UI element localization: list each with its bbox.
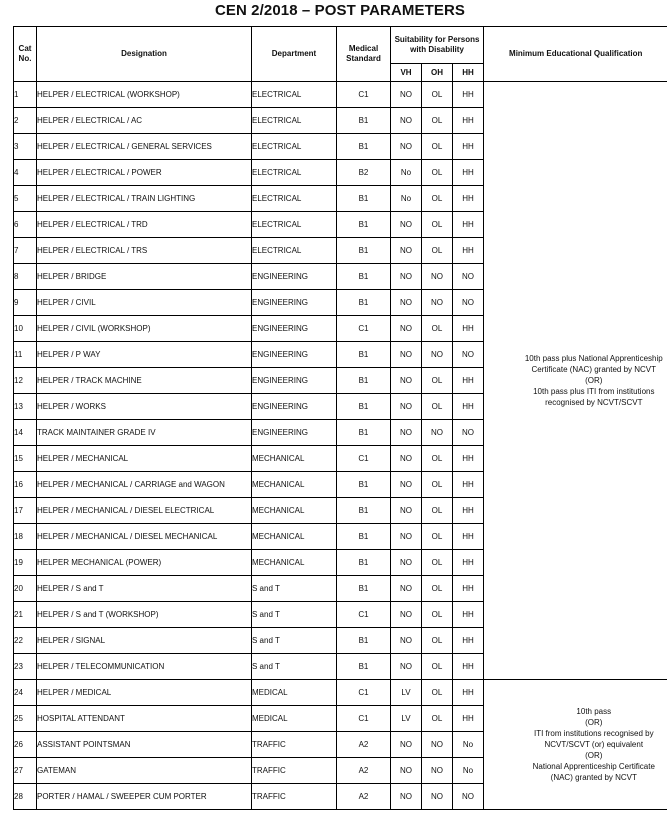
cat-no-cell: 3	[14, 134, 37, 160]
oh-cell: OL	[422, 134, 453, 160]
cat-no-cell: 15	[14, 446, 37, 472]
designation-cell: HELPER / S and T	[37, 576, 252, 602]
designation-cell: HELPER / ELECTRICAL / AC	[37, 108, 252, 134]
hh-cell: HH	[453, 82, 484, 108]
hh-cell: HH	[453, 238, 484, 264]
hh-cell: HH	[453, 108, 484, 134]
cat-no-cell: 19	[14, 550, 37, 576]
designation-cell: PORTER / HAMAL / SWEEPER CUM PORTER	[37, 784, 252, 810]
department-cell: ENGINEERING	[252, 316, 337, 342]
oh-cell: OL	[422, 316, 453, 342]
department-cell: S and T	[252, 628, 337, 654]
medical-standard-cell: B1	[337, 498, 391, 524]
oh-cell: NO	[422, 784, 453, 810]
header-medical-standard: Medical Standard	[337, 27, 391, 82]
designation-cell: HELPER / ELECTRICAL / TRAIN LIGHTING	[37, 186, 252, 212]
designation-cell: HELPER / SIGNAL	[37, 628, 252, 654]
designation-cell: HOSPITAL ATTENDANT	[37, 706, 252, 732]
vh-cell: NO	[391, 212, 422, 238]
oh-cell: OL	[422, 550, 453, 576]
medical-standard-cell: A2	[337, 732, 391, 758]
department-cell: S and T	[252, 576, 337, 602]
oh-cell: OL	[422, 706, 453, 732]
designation-cell: HELPER / BRIDGE	[37, 264, 252, 290]
department-cell: ENGINEERING	[252, 290, 337, 316]
oh-cell: OL	[422, 524, 453, 550]
qualification-line: Certificate (NAC) granted by NCVT	[531, 365, 657, 374]
vh-cell: NO	[391, 420, 422, 446]
hh-cell: HH	[453, 654, 484, 680]
oh-cell: OL	[422, 394, 453, 420]
header-department: Department	[252, 27, 337, 82]
vh-cell: NO	[391, 290, 422, 316]
hh-cell: HH	[453, 316, 484, 342]
hh-cell: HH	[453, 134, 484, 160]
medical-standard-cell: B1	[337, 134, 391, 160]
hh-cell: HH	[453, 212, 484, 238]
oh-cell: OL	[422, 82, 453, 108]
cat-no-cell: 5	[14, 186, 37, 212]
department-cell: ELECTRICAL	[252, 134, 337, 160]
medical-standard-cell: C1	[337, 706, 391, 732]
oh-cell: OL	[422, 368, 453, 394]
oh-cell: NO	[422, 264, 453, 290]
vh-cell: NO	[391, 82, 422, 108]
hh-cell: HH	[453, 472, 484, 498]
oh-cell: NO	[422, 758, 453, 784]
qualification-line: (OR)	[585, 376, 603, 385]
header-cat-no: Cat No.	[14, 27, 37, 82]
qualification-line: National Apprenticeship Certificate	[532, 762, 655, 771]
vh-cell: No	[391, 186, 422, 212]
table-row	[14, 82, 667, 108]
department-cell: ENGINEERING	[252, 420, 337, 446]
medical-standard-cell: B1	[337, 212, 391, 238]
department-cell: ELECTRICAL	[252, 186, 337, 212]
hh-cell: NO	[453, 290, 484, 316]
vh-cell: NO	[391, 550, 422, 576]
designation-cell: HELPER / TRACK MACHINE	[37, 368, 252, 394]
qualification-line: (OR)	[585, 751, 603, 760]
hh-cell: HH	[453, 628, 484, 654]
hh-cell: HH	[453, 498, 484, 524]
oh-cell: OL	[422, 108, 453, 134]
department-cell: ELECTRICAL	[252, 212, 337, 238]
oh-cell: NO	[422, 420, 453, 446]
cat-no-cell: 4	[14, 160, 37, 186]
oh-cell: OL	[422, 654, 453, 680]
vh-cell: NO	[391, 446, 422, 472]
cat-no-cell: 12	[14, 368, 37, 394]
vh-cell: NO	[391, 394, 422, 420]
vh-cell: NO	[391, 264, 422, 290]
cat-no-cell: 1	[14, 82, 37, 108]
hh-cell: HH	[453, 186, 484, 212]
department-cell: TRAFFIC	[252, 732, 337, 758]
header-designation: Designation	[37, 27, 252, 82]
hh-cell: No	[453, 758, 484, 784]
qualification-cell	[484, 680, 667, 810]
cat-no-cell: 20	[14, 576, 37, 602]
designation-cell: HELPER / ELECTRICAL / GENERAL SERVICES	[37, 134, 252, 160]
oh-cell: OL	[422, 238, 453, 264]
hh-cell: HH	[453, 524, 484, 550]
cat-no-cell: 7	[14, 238, 37, 264]
designation-cell: HELPER / WORKS	[37, 394, 252, 420]
vh-cell: NO	[391, 732, 422, 758]
page-title: CEN 2/2018 – POST PARAMETERS	[214, 2, 466, 19]
medical-standard-cell: B1	[337, 654, 391, 680]
hh-cell: HH	[453, 394, 484, 420]
post-parameters-table	[13, 26, 667, 810]
cat-no-cell: 8	[14, 264, 37, 290]
medical-standard-cell: C1	[337, 316, 391, 342]
vh-cell: NO	[391, 576, 422, 602]
qualification-line: NCVT/SCVT (or) equivalent	[544, 740, 644, 749]
designation-cell: HELPER / S and T (WORKSHOP)	[37, 602, 252, 628]
designation-cell: HELPER / ELECTRICAL / POWER	[37, 160, 252, 186]
medical-standard-cell: B1	[337, 108, 391, 134]
medical-standard-cell: B1	[337, 576, 391, 602]
designation-cell: TRACK MAINTAINER GRADE IV	[37, 420, 252, 446]
medical-standard-cell: B1	[337, 238, 391, 264]
oh-cell: NO	[422, 342, 453, 368]
table-body	[14, 82, 667, 810]
vh-cell: NO	[391, 758, 422, 784]
department-cell: ELECTRICAL	[252, 160, 337, 186]
header-oh: OH	[422, 64, 453, 82]
hh-cell: HH	[453, 446, 484, 472]
hh-cell: No	[453, 732, 484, 758]
oh-cell: OL	[422, 212, 453, 238]
medical-standard-cell: B1	[337, 524, 391, 550]
medical-standard-cell: B1	[337, 420, 391, 446]
oh-cell: OL	[422, 680, 453, 706]
qualification-line: 10th pass plus ITI from institutions	[533, 387, 655, 396]
designation-cell: HELPER / MECHANICAL / DIESEL ELECTRICAL	[37, 498, 252, 524]
cat-no-cell: 13	[14, 394, 37, 420]
hh-cell: HH	[453, 160, 484, 186]
hh-cell: HH	[453, 576, 484, 602]
cat-no-cell: 23	[14, 654, 37, 680]
department-cell: ELECTRICAL	[252, 108, 337, 134]
table-row	[14, 680, 667, 706]
qualification-line: recognised by NCVT/SCVT	[545, 398, 643, 407]
medical-standard-cell: B1	[337, 368, 391, 394]
department-cell: MECHANICAL	[252, 498, 337, 524]
department-cell: ENGINEERING	[252, 342, 337, 368]
medical-standard-cell: B1	[337, 342, 391, 368]
medical-standard-cell: A2	[337, 784, 391, 810]
cat-no-cell: 25	[14, 706, 37, 732]
department-cell: ELECTRICAL	[252, 82, 337, 108]
oh-cell: OL	[422, 628, 453, 654]
medical-standard-cell: B1	[337, 264, 391, 290]
vh-cell: NO	[391, 316, 422, 342]
cat-no-cell: 18	[14, 524, 37, 550]
hh-cell: HH	[453, 680, 484, 706]
department-cell: ENGINEERING	[252, 394, 337, 420]
oh-cell: OL	[422, 446, 453, 472]
cat-no-cell: 14	[14, 420, 37, 446]
qualification-line: ITI from institutions recognised by	[533, 729, 654, 738]
designation-cell: HELPER / MECHANICAL	[37, 446, 252, 472]
header-vh: VH	[391, 64, 422, 82]
designation-cell: HELPER / ELECTRICAL / TRD	[37, 212, 252, 238]
oh-cell: OL	[422, 186, 453, 212]
department-cell: MECHANICAL	[252, 472, 337, 498]
cat-no-cell: 11	[14, 342, 37, 368]
department-cell: TRAFFIC	[252, 784, 337, 810]
vh-cell: NO	[391, 238, 422, 264]
header-hh: HH	[453, 64, 484, 82]
cat-no-cell: 9	[14, 290, 37, 316]
department-cell: ENGINEERING	[252, 368, 337, 394]
designation-cell: HELPER / ELECTRICAL / TRS	[37, 238, 252, 264]
cat-no-cell: 21	[14, 602, 37, 628]
medical-standard-cell: B1	[337, 628, 391, 654]
vh-cell: NO	[391, 602, 422, 628]
cat-no-cell: 2	[14, 108, 37, 134]
medical-standard-cell: B1	[337, 290, 391, 316]
vh-cell: NO	[391, 108, 422, 134]
cat-no-cell: 6	[14, 212, 37, 238]
designation-cell: HELPER / CIVIL	[37, 290, 252, 316]
cat-no-cell: 28	[14, 784, 37, 810]
vh-cell: NO	[391, 342, 422, 368]
department-cell: TRAFFIC	[252, 758, 337, 784]
vh-cell: NO	[391, 524, 422, 550]
qualification-line: 10th pass	[576, 707, 612, 716]
header-qualification: Minimum Educational Qualification	[484, 27, 667, 82]
designation-cell: GATEMAN	[37, 758, 252, 784]
vh-cell: LV	[391, 680, 422, 706]
hh-cell: NO	[453, 342, 484, 368]
oh-cell: OL	[422, 472, 453, 498]
qualification-line: (NAC) granted by NCVT	[550, 773, 637, 782]
hh-cell: HH	[453, 602, 484, 628]
department-cell: ELECTRICAL	[252, 238, 337, 264]
hh-cell: HH	[453, 706, 484, 732]
oh-cell: OL	[422, 498, 453, 524]
oh-cell: OL	[422, 602, 453, 628]
designation-cell: HELPER / ELECTRICAL (WORKSHOP)	[37, 82, 252, 108]
qualification-line: (OR)	[585, 718, 603, 727]
medical-standard-cell: B2	[337, 160, 391, 186]
medical-standard-cell: C1	[337, 82, 391, 108]
cat-no-cell: 17	[14, 498, 37, 524]
department-cell: S and T	[252, 654, 337, 680]
qualification-line: 10th pass plus National Apprenticeship	[524, 354, 663, 363]
designation-cell: HELPER / MECHANICAL / DIESEL MECHANICAL	[37, 524, 252, 550]
vh-cell: NO	[391, 654, 422, 680]
vh-cell: NO	[391, 134, 422, 160]
qualification-cell	[484, 82, 667, 680]
cat-no-cell: 27	[14, 758, 37, 784]
designation-cell: HELPER / TELECOMMUNICATION	[37, 654, 252, 680]
vh-cell: NO	[391, 628, 422, 654]
department-cell: MEDICAL	[252, 706, 337, 732]
department-cell: MECHANICAL	[252, 446, 337, 472]
hh-cell: HH	[453, 550, 484, 576]
oh-cell: OL	[422, 160, 453, 186]
vh-cell: NO	[391, 472, 422, 498]
medical-standard-cell: C1	[337, 446, 391, 472]
vh-cell: No	[391, 160, 422, 186]
vh-cell: NO	[391, 368, 422, 394]
medical-standard-cell: B1	[337, 472, 391, 498]
cat-no-cell: 22	[14, 628, 37, 654]
cat-no-cell: 24	[14, 680, 37, 706]
medical-standard-cell: C1	[337, 680, 391, 706]
department-cell: ENGINEERING	[252, 264, 337, 290]
medical-standard-cell: C1	[337, 602, 391, 628]
cat-no-cell: 10	[14, 316, 37, 342]
department-cell: S and T	[252, 602, 337, 628]
designation-cell: HELPER MECHANICAL (POWER)	[37, 550, 252, 576]
designation-cell: HELPER / CIVIL (WORKSHOP)	[37, 316, 252, 342]
designation-cell: HELPER / MECHANICAL / CARRIAGE and WAGON	[37, 472, 252, 498]
vh-cell: LV	[391, 706, 422, 732]
vh-cell: NO	[391, 498, 422, 524]
oh-cell: NO	[422, 732, 453, 758]
hh-cell: NO	[453, 420, 484, 446]
department-cell: MECHANICAL	[252, 550, 337, 576]
designation-cell: HELPER / P WAY	[37, 342, 252, 368]
medical-standard-cell: B1	[337, 550, 391, 576]
department-cell: MEDICAL	[252, 680, 337, 706]
designation-cell: HELPER / MEDICAL	[37, 680, 252, 706]
cat-no-cell: 16	[14, 472, 37, 498]
designation-cell: ASSISTANT POINTSMAN	[37, 732, 252, 758]
hh-cell: HH	[453, 368, 484, 394]
vh-cell: NO	[391, 784, 422, 810]
hh-cell: NO	[453, 264, 484, 290]
medical-standard-cell: B1	[337, 394, 391, 420]
department-cell: MECHANICAL	[252, 524, 337, 550]
cat-no-cell: 26	[14, 732, 37, 758]
oh-cell: NO	[422, 290, 453, 316]
medical-standard-cell: B1	[337, 186, 391, 212]
hh-cell: NO	[453, 784, 484, 810]
header-suitability: Suitability for Persons with Disability	[391, 27, 484, 64]
medical-standard-cell: A2	[337, 758, 391, 784]
oh-cell: OL	[422, 576, 453, 602]
